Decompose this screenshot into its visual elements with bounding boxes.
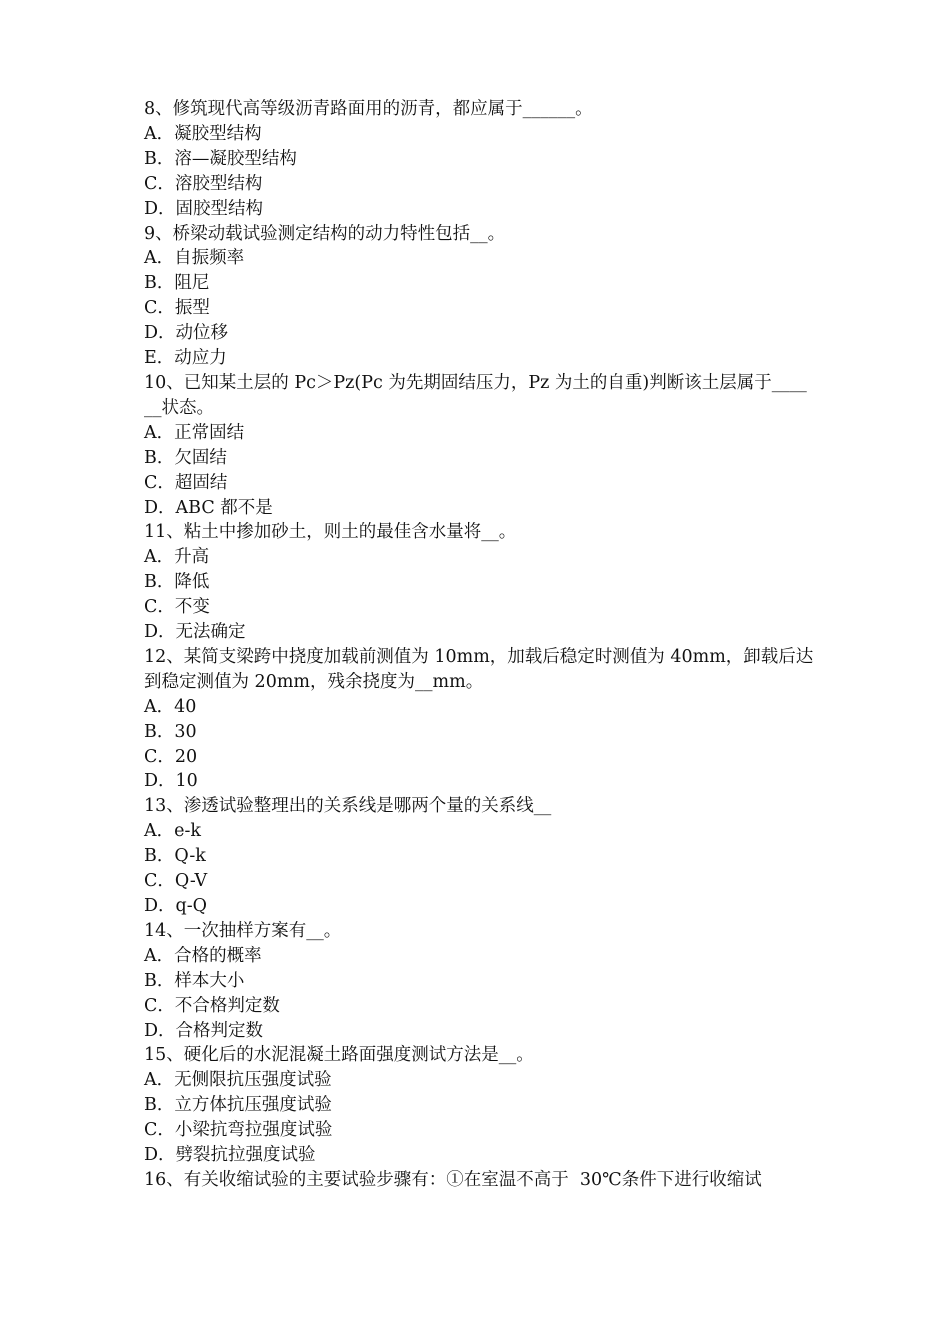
option-e: E．动应力 (144, 348, 227, 369)
option-a: A．凝胶型结构 (144, 123, 262, 144)
question-11 (144, 520, 814, 645)
option-c: C．超固结 (144, 472, 228, 493)
question-text: 11、粘土中掺加砂土，则土的最佳含水量将__。 (144, 522, 517, 543)
question-list (144, 97, 814, 1193)
option-b: B．Q-k (144, 846, 206, 867)
option-c: C．20 (144, 746, 198, 767)
option-d: D．10 (144, 771, 198, 792)
option-c: C．溶胶型结构 (144, 173, 263, 194)
question-12 (144, 645, 814, 794)
option-b: B．欠固结 (144, 447, 227, 468)
option-d: D．合格判定数 (144, 1020, 264, 1041)
question-14 (144, 919, 814, 1044)
option-b: B．立方体抗压强度试验 (144, 1095, 332, 1116)
question-text: 16、有关收缩试验的主要试验步骤有：①在室温不高于 30℃条件下进行收缩试 (144, 1169, 762, 1190)
question-text: 12、某简支梁跨中挠度加载前测值为 10mm，加载后稳定时测值为 40mm，卸载后达到稳定测值为 20mm，残余挠度为__mm。 (144, 646, 814, 692)
option-b: B．30 (144, 721, 197, 742)
option-a: A．正常固结 (144, 422, 245, 443)
question-text: 13、渗透试验整理出的关系线是哪两个量的关系线__ (144, 796, 552, 817)
option-a: A．合格的概率 (144, 945, 262, 966)
option-d: D．q-Q (144, 896, 207, 916)
question-9 (144, 222, 814, 371)
option-b: B．样本大小 (144, 970, 245, 991)
question-text: 9、桥梁动载试验测定结构的动力特性包括__。 (144, 223, 506, 244)
option-b: B．降低 (144, 572, 210, 593)
option-d: D．ABC 都不是 (144, 497, 273, 518)
option-c: C．Q-V (144, 871, 208, 892)
option-c: C．小梁抗弯拉强度试验 (144, 1120, 333, 1141)
option-d: D．劈裂抗拉强度试验 (144, 1145, 316, 1166)
question-8 (144, 97, 814, 222)
question-text: 15、硬化后的水泥混凝土路面强度测试方法是__。 (144, 1045, 534, 1066)
option-b: B．溶—凝胶型结构 (144, 148, 297, 169)
question-text: 14、一次抽样方案有__。 (144, 920, 342, 941)
option-a: A．升高 (144, 547, 210, 568)
option-c: C．振型 (144, 298, 210, 319)
option-b: B．阻尼 (144, 273, 210, 294)
question-text: 10、已知某土层的 Pc＞Pz(Pc 为先期固结压力，Pz 为土的自重)判断该土层属于______状态。 (144, 372, 807, 418)
option-c: C．不变 (144, 597, 210, 618)
question-13 (144, 794, 814, 919)
option-a: A．无侧限抗压强度试验 (144, 1070, 332, 1091)
question-10 (144, 371, 814, 520)
question-16 (144, 1168, 814, 1193)
option-a: A．e-k (144, 821, 202, 842)
option-c: C．不合格判定数 (144, 995, 280, 1016)
option-a: A．40 (144, 696, 197, 717)
question-text: 8、修筑现代高等级沥青路面用的沥青，都应属于______。 (144, 99, 593, 119)
option-d: D．动位移 (144, 323, 229, 344)
option-a: A．自振频率 (144, 248, 245, 269)
question-15 (144, 1043, 814, 1168)
option-d: D．固胶型结构 (144, 198, 264, 219)
option-d: D．无法确定 (144, 622, 246, 643)
